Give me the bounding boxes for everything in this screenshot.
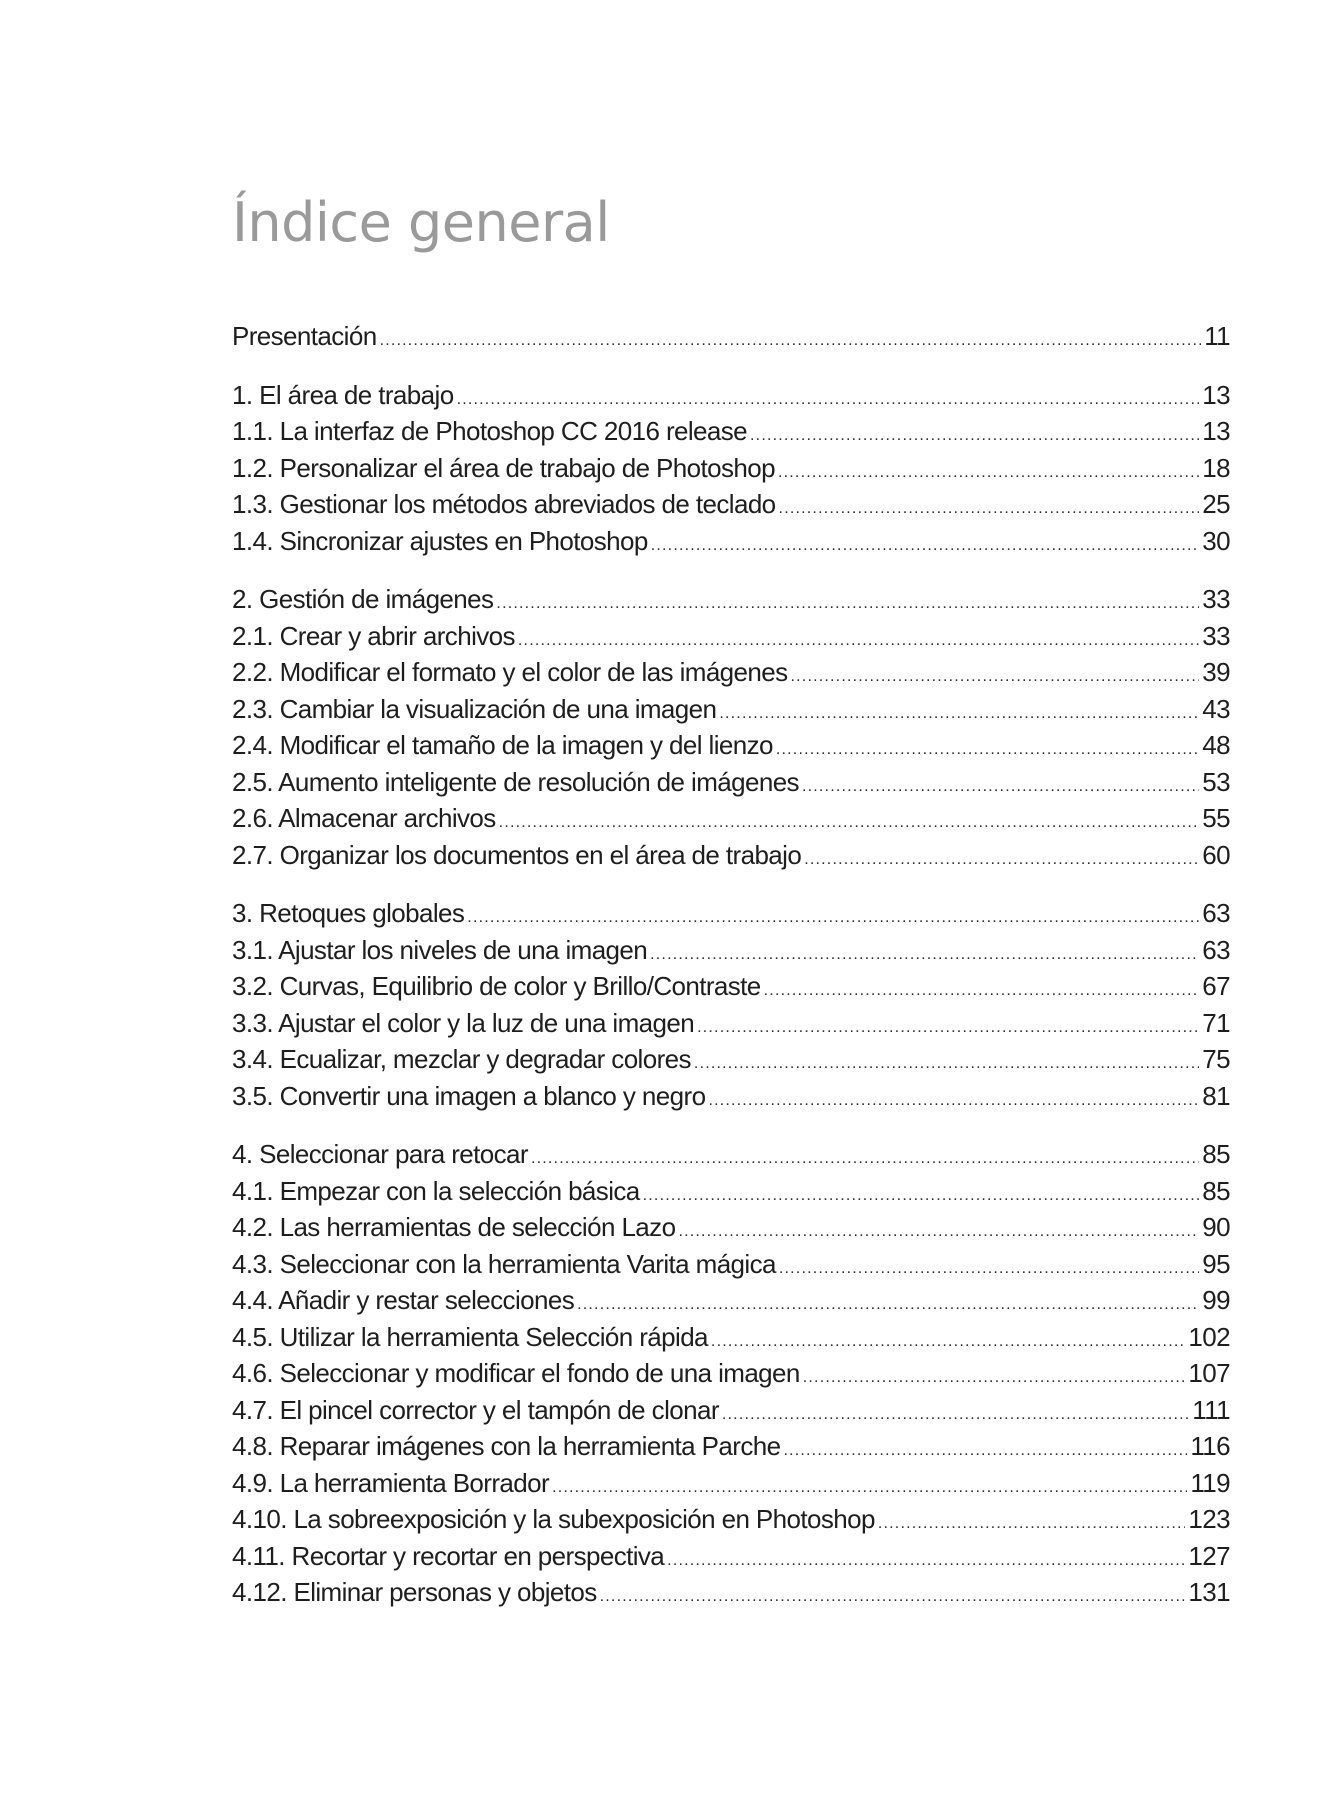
toc-entry: [232, 727, 1230, 764]
toc-section: [232, 895, 1230, 1114]
toc-entry-title: 4.2. Las herramientas de selección Lazo: [232, 1212, 676, 1242]
dot-leader: [750, 418, 1199, 455]
toc-entry: [232, 1501, 1230, 1538]
toc-page-number: 33: [1202, 620, 1230, 651]
toc-page-number: 111: [1192, 1394, 1230, 1425]
toc-page-number: 30: [1202, 525, 1230, 556]
toc-page-number: 48: [1202, 730, 1230, 760]
toc-entry: [232, 1392, 1230, 1429]
toc-page-number: 13: [1202, 379, 1230, 410]
toc-entry-title: 3.1. Ajustar los niveles de una imagen: [232, 934, 648, 965]
dot-leader: [776, 732, 1199, 769]
page-title: Índice general: [232, 191, 610, 254]
toc-entry-title: 4.5. Utilizar la herramienta Selección rápida: [232, 1321, 708, 1352]
toc-entry-title: 2.3. Cambiar la visualización de una imagen: [232, 693, 717, 724]
toc-entry-title: 4.11. Recortar y recortar en perspectiva: [232, 1540, 665, 1571]
toc-page-number: 67: [1202, 971, 1230, 1001]
toc-entry-title: 2.4. Modificar el tamaño de la imagen y del lienzo: [232, 730, 773, 760]
toc-entry-title: 4.3. Seleccionar con la herramienta Varita mágica: [232, 1248, 776, 1279]
toc-entry: [232, 1465, 1230, 1502]
dot-leader: [708, 1083, 1199, 1120]
toc-entry-title: 2.5. Aumento inteligente de resolución de imágenes: [232, 766, 799, 797]
dot-leader: [651, 528, 1200, 565]
dot-leader: [722, 1397, 1189, 1434]
toc-page-number: 90: [1202, 1212, 1230, 1242]
toc-entry-title: 3.5. Convertir una imagen a blanco y negro: [232, 1080, 706, 1111]
toc-page-number: 81: [1202, 1080, 1230, 1111]
toc-entry: [232, 1041, 1230, 1078]
toc-entry: [232, 450, 1230, 487]
toc-page-number: 71: [1202, 1007, 1230, 1038]
dot-leader: [380, 323, 1202, 360]
toc-entry: [232, 932, 1230, 969]
toc-entry: [232, 837, 1230, 874]
dot-leader: [778, 455, 1199, 492]
dot-leader: [697, 1010, 1199, 1047]
toc-entry-title: 4.1. Empezar con la selección básica: [232, 1175, 640, 1206]
toc-page-number: 43: [1202, 693, 1230, 724]
toc-page-number: 85: [1202, 1175, 1230, 1206]
toc-entry: [232, 1136, 1230, 1173]
toc-entry: [232, 800, 1230, 837]
toc-entry: [232, 1078, 1230, 1115]
dot-leader: [667, 1543, 1185, 1580]
dot-leader: [779, 491, 1200, 528]
toc-entry-title: 2.1. Crear y abrir archivos: [232, 620, 515, 651]
toc-entry-title: 4.7. El pincel corrector y el tampón de clonar: [232, 1394, 719, 1425]
toc-entry: [232, 1319, 1230, 1356]
toc-page-number: 11: [1204, 321, 1230, 351]
toc-entry-title: 4.4. Añadir y restar selecciones: [232, 1285, 575, 1315]
toc-page-number: 123: [1188, 1504, 1230, 1534]
toc-page-number: 13: [1202, 416, 1230, 446]
dot-leader: [600, 1579, 1186, 1616]
toc-entry: [232, 1246, 1230, 1283]
toc-entry-title: 3.3. Ajustar el color y la luz de una imagen: [232, 1007, 695, 1038]
dot-leader: [802, 769, 1199, 806]
toc-entry-title: 1. El área de trabajo: [232, 379, 454, 410]
toc-entry-title: 1.3. Gestionar los métodos abreviados de teclado: [232, 489, 776, 519]
toc-entry-title: 4. Seleccionar para retocar: [232, 1139, 528, 1169]
dot-leader: [643, 1178, 1200, 1215]
toc-entry: [232, 618, 1230, 655]
toc-entry: [232, 1005, 1230, 1042]
toc-entry-title: 4.10. La sobreexposición y la subexposición en Photoshop: [232, 1504, 875, 1534]
toc-entry-title: Presentación: [232, 321, 377, 351]
toc-entry: [232, 1209, 1230, 1246]
table-of-contents: [232, 318, 1230, 1633]
toc-entry: [232, 523, 1230, 560]
toc-entry-title: 2.2. Modificar el formato y el color de las imágenes: [232, 657, 788, 687]
toc-entry: [232, 968, 1230, 1005]
toc-page-number: 39: [1202, 657, 1230, 687]
toc-entry: [232, 1355, 1230, 1392]
toc-entry-title: 1.4. Sincronizar ajustes en Photoshop: [232, 525, 648, 556]
toc-entry: [232, 1538, 1230, 1575]
toc-entry-title: 2. Gestión de imágenes: [232, 584, 494, 614]
toc-page-number: 63: [1202, 934, 1230, 965]
toc-page-number: 119: [1190, 1467, 1230, 1498]
toc-entry-title: 3. Retoques globales: [232, 898, 465, 928]
dot-leader: [764, 973, 1200, 1010]
toc-entry: [232, 581, 1230, 618]
toc-entry: [232, 377, 1230, 414]
toc-page-number: 33: [1202, 584, 1230, 614]
toc-entry: [232, 1428, 1230, 1465]
toc-entry: [232, 413, 1230, 450]
toc-section: [232, 377, 1230, 560]
toc-entry-title: 2.7. Organizar los documentos en el área de trabajo: [232, 839, 802, 870]
toc-entry-title: 3.2. Curvas, Equilibrio de color y Brillo/Contraste: [232, 971, 761, 1001]
toc-page-number: 85: [1202, 1139, 1230, 1169]
toc-entry: [232, 895, 1230, 932]
dot-leader: [791, 659, 1200, 696]
toc-page-number: 107: [1188, 1358, 1230, 1388]
dot-leader: [783, 1433, 1187, 1470]
toc-entry-title: 1.2. Personalizar el área de trabajo de Photoshop: [232, 452, 775, 483]
dot-leader: [803, 1360, 1186, 1397]
toc-page-number: 60: [1202, 839, 1230, 870]
toc-section: [232, 318, 1230, 355]
toc-page-number: 102: [1188, 1321, 1230, 1352]
toc-page-number: 25: [1202, 489, 1230, 519]
toc-page-number: 116: [1190, 1431, 1230, 1461]
toc-page-number: 55: [1202, 803, 1230, 833]
toc-page-number: 131: [1188, 1577, 1230, 1607]
dot-leader: [804, 842, 1199, 879]
toc-entry-title: 2.6. Almacenar archivos: [232, 803, 496, 833]
toc-page-number: 75: [1202, 1044, 1230, 1074]
dot-leader: [496, 586, 1199, 623]
toc-entry: [232, 1574, 1230, 1611]
dot-leader: [694, 1046, 1199, 1083]
toc-page-number: 53: [1202, 766, 1230, 797]
toc-page-number: 99: [1202, 1285, 1230, 1315]
dot-leader: [779, 1251, 1199, 1288]
toc-entry-title: 4.9. La herramienta Borrador: [232, 1467, 550, 1498]
dot-leader: [878, 1506, 1186, 1543]
toc-section: [232, 1136, 1230, 1611]
toc-entry: [232, 691, 1230, 728]
toc-entry: [232, 654, 1230, 691]
toc-page-number: 18: [1202, 452, 1230, 483]
toc-entry-title: 3.4. Ecualizar, mezclar y degradar colores: [232, 1044, 691, 1074]
toc-entry-title: 4.12. Eliminar personas y objetos: [232, 1577, 597, 1607]
toc-entry: [232, 764, 1230, 801]
toc-page-number: 95: [1202, 1248, 1230, 1279]
toc-entry-title: 4.8. Reparar imágenes con la herramienta Parche: [232, 1431, 781, 1461]
toc-page-number: 63: [1202, 898, 1230, 928]
dot-leader: [719, 696, 1199, 733]
toc-entry: [232, 1282, 1230, 1319]
toc-entry: [232, 1173, 1230, 1210]
toc-entry: [232, 486, 1230, 523]
toc-entry-title: 1.1. La interfaz de Photoshop CC 2016 release: [232, 416, 748, 446]
toc-section: [232, 581, 1230, 873]
toc-entry: [232, 318, 1230, 355]
toc-page-number: 127: [1188, 1540, 1230, 1571]
toc-entry-title: 4.6. Seleccionar y modificar el fondo de una imagen: [232, 1358, 800, 1388]
